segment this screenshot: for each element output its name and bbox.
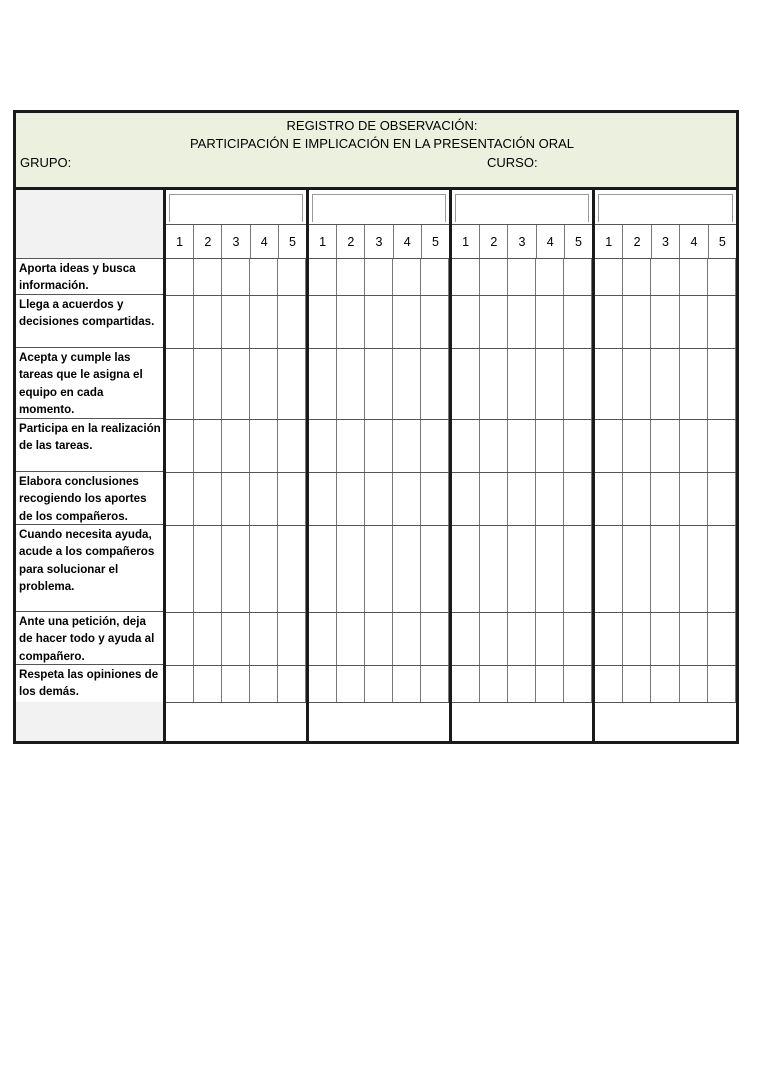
criteria-column bbox=[16, 190, 166, 741]
row-divider bbox=[452, 419, 592, 420]
score-column[interactable] bbox=[508, 259, 536, 702]
row-divider bbox=[166, 665, 306, 666]
criterion-row: Cuando necesita ayuda, acude a los compañeros para solucionar el problema. bbox=[16, 525, 163, 612]
score-label: 5 bbox=[574, 235, 582, 249]
row-divider bbox=[595, 295, 736, 296]
row-divider bbox=[452, 525, 592, 526]
criterion-row: Participa en la realización de las tareas. bbox=[16, 419, 163, 472]
score-cells[interactable] bbox=[452, 259, 592, 702]
sheet-title: REGISTRO DE OBSERVACIÓN: bbox=[286, 118, 478, 133]
row-divider bbox=[309, 612, 449, 613]
criterion-row: Acepta y cumple las tareas que le asigna el equipo en cada momento. bbox=[16, 348, 163, 419]
score-label: 3 bbox=[652, 225, 680, 258]
row-divider bbox=[309, 419, 449, 420]
score-label: 5 bbox=[718, 235, 726, 249]
score-column[interactable] bbox=[651, 259, 679, 702]
score-label: 3 bbox=[365, 225, 393, 258]
row-divider bbox=[166, 612, 306, 613]
row-divider bbox=[595, 612, 736, 613]
score-label: 1 bbox=[309, 225, 337, 258]
score-label: 4 bbox=[394, 225, 422, 258]
score-cells[interactable] bbox=[166, 259, 306, 702]
score-header-row bbox=[166, 225, 306, 259]
sheet-header bbox=[16, 113, 736, 190]
score-label: 2 bbox=[623, 225, 651, 258]
score-column[interactable] bbox=[278, 259, 306, 702]
group-head bbox=[595, 190, 736, 225]
row-divider bbox=[166, 472, 306, 473]
grupo-label: GRUPO: bbox=[20, 155, 72, 170]
score-column[interactable] bbox=[480, 259, 508, 702]
criteria-header-cell bbox=[16, 190, 163, 259]
group-name-box[interactable] bbox=[455, 194, 589, 222]
score-column[interactable] bbox=[337, 259, 365, 702]
score-label: 2 bbox=[194, 225, 222, 258]
row-divider bbox=[452, 348, 592, 349]
group-name-box[interactable] bbox=[312, 194, 446, 222]
row-divider bbox=[595, 665, 736, 666]
row-divider bbox=[309, 295, 449, 296]
score-column[interactable] bbox=[452, 259, 480, 702]
group-head bbox=[452, 190, 592, 225]
evaluation-group-4 bbox=[592, 190, 736, 741]
row-divider bbox=[595, 419, 736, 420]
group-head bbox=[309, 190, 449, 225]
evaluation-group-3 bbox=[449, 190, 592, 741]
row-divider bbox=[166, 348, 306, 349]
score-label: 4 bbox=[680, 225, 708, 258]
criteria-footer-cell bbox=[16, 702, 163, 741]
score-column[interactable] bbox=[536, 259, 564, 702]
group-total-cell[interactable] bbox=[452, 702, 592, 741]
score-label: 5 bbox=[288, 235, 296, 249]
sheet-subtitle: PARTICIPACIÓN E IMPLICACIÓN EN LA PRESENTACIÓN ORAL bbox=[189, 136, 575, 151]
score-label: 4 bbox=[251, 225, 279, 258]
group-head bbox=[166, 190, 306, 225]
score-column[interactable] bbox=[708, 259, 736, 702]
score-column[interactable] bbox=[166, 259, 194, 702]
score-column[interactable] bbox=[194, 259, 222, 702]
row-divider bbox=[452, 612, 592, 613]
score-label: 1 bbox=[452, 225, 480, 258]
score-column[interactable] bbox=[595, 259, 623, 702]
row-divider bbox=[595, 472, 736, 473]
criterion-row: Ante una petición, deja de hacer todo y ayuda al compañero. bbox=[16, 612, 163, 665]
score-column[interactable] bbox=[250, 259, 278, 702]
score-label: 2 bbox=[480, 225, 508, 258]
score-label: 3 bbox=[508, 225, 536, 258]
score-column[interactable] bbox=[564, 259, 592, 702]
row-divider bbox=[595, 348, 736, 349]
group-name-box[interactable] bbox=[598, 194, 733, 222]
score-column[interactable] bbox=[222, 259, 250, 702]
row-divider bbox=[309, 525, 449, 526]
score-column[interactable] bbox=[365, 259, 393, 702]
score-header-row bbox=[595, 225, 736, 259]
row-divider bbox=[309, 472, 449, 473]
row-divider bbox=[166, 525, 306, 526]
score-label: 2 bbox=[337, 225, 365, 258]
evaluation-group-2 bbox=[306, 190, 449, 741]
score-cells[interactable] bbox=[309, 259, 449, 702]
group-total-cell[interactable] bbox=[166, 702, 306, 741]
group-name-box[interactable] bbox=[169, 194, 303, 222]
score-cells[interactable] bbox=[595, 259, 736, 702]
curso-label: CURSO: bbox=[487, 155, 538, 170]
observation-grid bbox=[16, 190, 736, 741]
score-column[interactable] bbox=[623, 259, 651, 702]
score-header-row bbox=[309, 225, 449, 259]
score-column[interactable] bbox=[680, 259, 708, 702]
score-header-row bbox=[452, 225, 592, 259]
criterion-row: Elabora conclusiones recogiendo los aportes de los compañeros. bbox=[16, 472, 163, 525]
evaluation-group-1 bbox=[166, 190, 306, 741]
group-total-cell[interactable] bbox=[595, 702, 736, 741]
row-divider bbox=[166, 295, 306, 296]
row-divider bbox=[452, 295, 592, 296]
row-divider bbox=[595, 525, 736, 526]
row-divider bbox=[309, 348, 449, 349]
row-divider bbox=[452, 665, 592, 666]
group-total-cell[interactable] bbox=[309, 702, 449, 741]
row-divider bbox=[309, 665, 449, 666]
score-label: 3 bbox=[222, 225, 250, 258]
score-column[interactable] bbox=[309, 259, 337, 702]
score-label: 1 bbox=[595, 225, 623, 258]
row-divider bbox=[166, 419, 306, 420]
score-label: 1 bbox=[166, 225, 194, 258]
score-column[interactable] bbox=[393, 259, 421, 702]
score-label: 4 bbox=[537, 225, 565, 258]
criterion-row: Aporta ideas y busca información. bbox=[16, 259, 163, 295]
score-label: 5 bbox=[431, 235, 439, 249]
criterion-row: Llega a acuerdos y decisiones compartidas. bbox=[16, 295, 163, 348]
score-column[interactable] bbox=[421, 259, 449, 702]
criterion-row: Respeta las opiniones de los demás. bbox=[19, 668, 159, 699]
row-divider bbox=[452, 472, 592, 473]
observation-sheet bbox=[13, 110, 739, 744]
